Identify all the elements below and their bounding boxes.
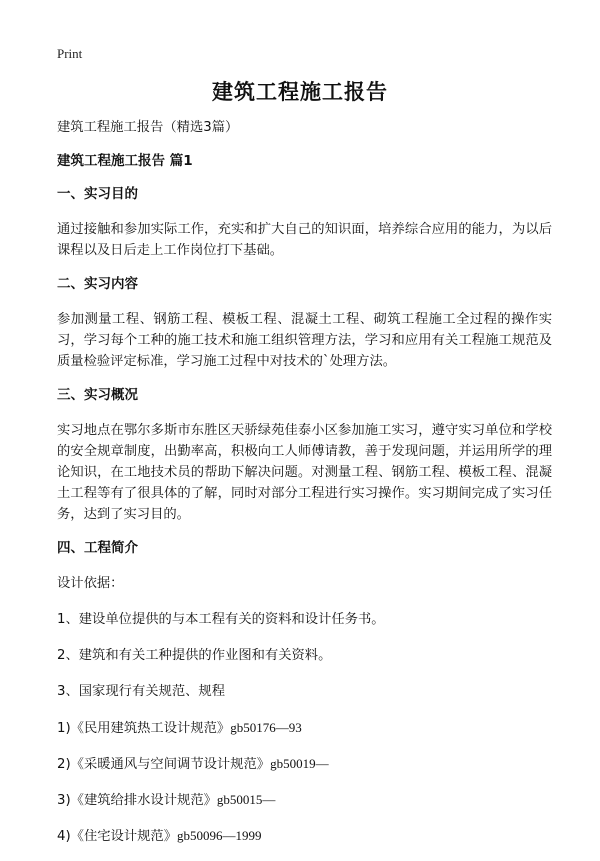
standard-item bbox=[57, 825, 552, 847]
page-title: 建筑工程施工报告 bbox=[212, 80, 388, 104]
standard-item bbox=[57, 789, 552, 811]
standard-code: gb50176—93 bbox=[230, 720, 302, 735]
section-heading-overview: 三、实习概况 bbox=[57, 387, 138, 403]
standard-code: gb50096—1999 bbox=[177, 828, 262, 843]
section-paragraph: 设计依据： bbox=[57, 576, 124, 591]
section-heading-project-intro: 四、工程简介 bbox=[57, 540, 138, 556]
standard-name: 1)《民用建筑热工设计规范》 bbox=[57, 721, 231, 736]
standard-item bbox=[57, 717, 552, 739]
standard-name: 2)《采暖通风与空间调节设计规范》 bbox=[57, 757, 271, 772]
print-label: Print bbox=[57, 46, 83, 61]
section-heading-purpose: 一、实习目的 bbox=[57, 186, 138, 202]
list-item: 3、国家现行有关规范、规程 bbox=[57, 684, 226, 699]
list-item: 1、建设单位提供的与本工程有关的资料和设计任务书。 bbox=[57, 612, 385, 627]
standard-item bbox=[57, 753, 552, 775]
section-paragraph: 实习地点在鄂尔多斯市东胜区天骄绿苑佳泰小区参加施工实习，遵守实习单位和学校的安全规章制度，出勤率高，积极向工人师傅请教，善于发现问题，并运用所学的理论知识，在工地技术员的帮助下解决问题。对测量工程、钢筋工程、模板工程、混凝土工程等有了很具体的了解，同时对部分工程进行实习操作。实习期间完成了实习任务，达到了实习目的。 bbox=[57, 423, 552, 522]
section-heading-content: 二、实习内容 bbox=[57, 276, 138, 292]
standard-name: 4)《住宅设计规范》 bbox=[57, 829, 178, 844]
section-paragraph: 通过接触和参加实际工作，充实和扩大自己的知识面，培养综合应用的能力，为以后课程以及日后走上工作岗位打下基础。 bbox=[57, 222, 552, 258]
article-heading: 建筑工程施工报告 篇1 bbox=[57, 153, 193, 169]
standard-code: gb50015— bbox=[216, 792, 276, 807]
standard-name: 3)《建筑给排水设计规范》 bbox=[57, 793, 217, 808]
document-subtitle: 建筑工程施工报告（精选3篇） bbox=[57, 120, 239, 135]
standard-code: gb50019— bbox=[270, 756, 329, 771]
list-item: 2、建筑和有关工种提供的作业图和有关资料。 bbox=[57, 648, 332, 663]
document-body bbox=[57, 117, 552, 861]
section-paragraph: 参加测量工程、钢筋工程、模板工程、混凝土工程、砌筑工程施工全过程的操作实习，学习每个工种的施工技术和施工组织管理方法，学习和应用有关工程施工规范及质量检验评定标准，学习施工过程中对技术的`处理方法。 bbox=[57, 312, 552, 369]
